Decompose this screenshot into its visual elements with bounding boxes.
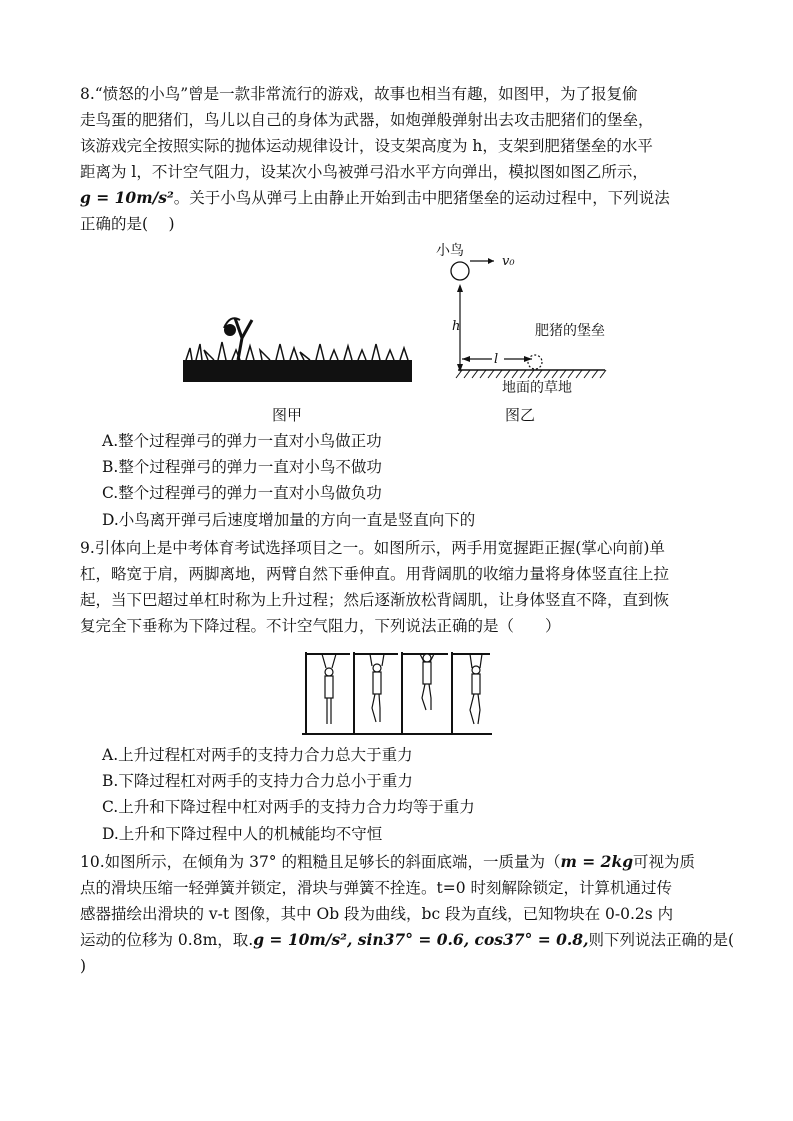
fortress-label: 肥猪的堡垒 <box>535 323 605 339</box>
v0-label: v₀ <box>502 254 515 269</box>
q10-line-5: ) <box>80 957 87 975</box>
q8-option-c: C.整个过程弹弓的弹力一直对小鸟做负功 <box>102 484 382 502</box>
bird-label: 小鸟 <box>436 243 464 259</box>
q10-formula-constants: g = 10m/s², sin37° = 0.6, cos37° = 0.8, <box>253 930 589 949</box>
q9-line-1: 9.引体向上是中考体育考试选择项目之一。如图所示，两手用宽握距正握(掌心向前)单 <box>80 539 665 557</box>
q8-option-a: A.整个过程弹弓的弹力一直对小鸟做正功 <box>102 432 382 450</box>
q8-line-1: 8.“愤怒的小鸟”曾是一款非常流行的游戏，故事也相当有趣，如图甲，为了报复偷 <box>80 85 638 103</box>
figure-a-caption: 图甲 <box>272 406 303 424</box>
q10-line-2: 点的滑块压缩一轻弹簧并锁定，滑块与弹簧不拴连。t=0 时刻解除锁定，计算机通过传 <box>80 879 673 897</box>
q9-option-d: D.上升和下降过程中人的机械能均不守恒 <box>102 825 383 843</box>
ground-label: 地面的草地 <box>502 380 572 396</box>
figure-projectile-diagram <box>430 238 620 398</box>
q8-line-6: 正确的是( ) <box>80 215 175 233</box>
q9-option-b: B.下降过程杠对两手的支持力合力总小于重力 <box>102 772 413 790</box>
q8-line-2: 走鸟蛋的肥猪们，鸟儿以自己的身体为武器，如炮弹般弹射出去攻击肥猪们的堡垒， <box>80 111 654 129</box>
h-label: h <box>452 319 461 334</box>
figure-pull-up-sequence <box>302 648 494 736</box>
q10-line-4-text-b: 则下列说法正确的是( <box>588 931 735 949</box>
q8-line-3: 该游戏完全按照实际的抛体运动规律设计，设支架高度为 h，支架到肥猪堡垒的水平 <box>80 137 653 155</box>
q10-line-1-text-a: 10.如图所示，在倾角为 37° 的粗糙且足够长的斜面底端，一质量为（ <box>80 853 561 871</box>
q10-line-4-text-a: 运动的位移为 0.8m，取. <box>80 931 254 949</box>
q9-option-a: A.上升过程杠对两手的支持力合力总大于重力 <box>102 746 413 764</box>
q9-line-4: 复完全下垂称为下降过程。不计空气阻力，下列说法正确的是（ ） <box>80 617 561 635</box>
q10-line-3: 感器描绘出滑块的 v-t 图像，其中 Ob 段为曲线，bc 段为直线，已知物块在 0-0.2s 内 <box>80 905 674 923</box>
q8-line-5 <box>80 188 670 208</box>
q10-line-1 <box>80 852 695 872</box>
figure-b-caption: 图乙 <box>505 406 536 424</box>
q8-line-4: 距离为 l，不计空气阻力，设某次小鸟被弹弓沿水平方向弹出，模拟图如图乙所示， <box>80 163 648 181</box>
q9-line-3: 起，当下巴超过单杠时称为上升过程；然后逐渐放松背阔肌，让身体竖直不降，直到恢 <box>80 591 670 609</box>
q8-option-d: D.小鸟离开弹弓后速度增加量的方向一直是竖直向下的 <box>102 511 476 529</box>
q8-formula-g: g = 10m/s² <box>80 188 174 207</box>
q9-line-2: 杠，略宽于肩，两脚离地，两臂自然下垂伸直。用背阔肌的收缩力量将身体竖直往上拉 <box>80 565 670 583</box>
figure-slingshot-grass <box>180 308 415 388</box>
l-label: l <box>494 352 499 367</box>
q10-line-4 <box>80 930 734 950</box>
q8-option-b: B.整个过程弹弓的弹力一直对小鸟不做功 <box>102 458 382 476</box>
q10-formula-mass: m = 2kg <box>560 852 634 871</box>
q10-line-1-text-b: 可视为质 <box>633 853 696 871</box>
q9-option-c: C.上升和下降过程中杠对两手的支持力合力均等于重力 <box>102 798 475 816</box>
q8-line-5-text: 。关于小鸟从弹弓上由静止开始到击中肥猪堡垒的运动过程中，下列说法 <box>173 189 670 207</box>
